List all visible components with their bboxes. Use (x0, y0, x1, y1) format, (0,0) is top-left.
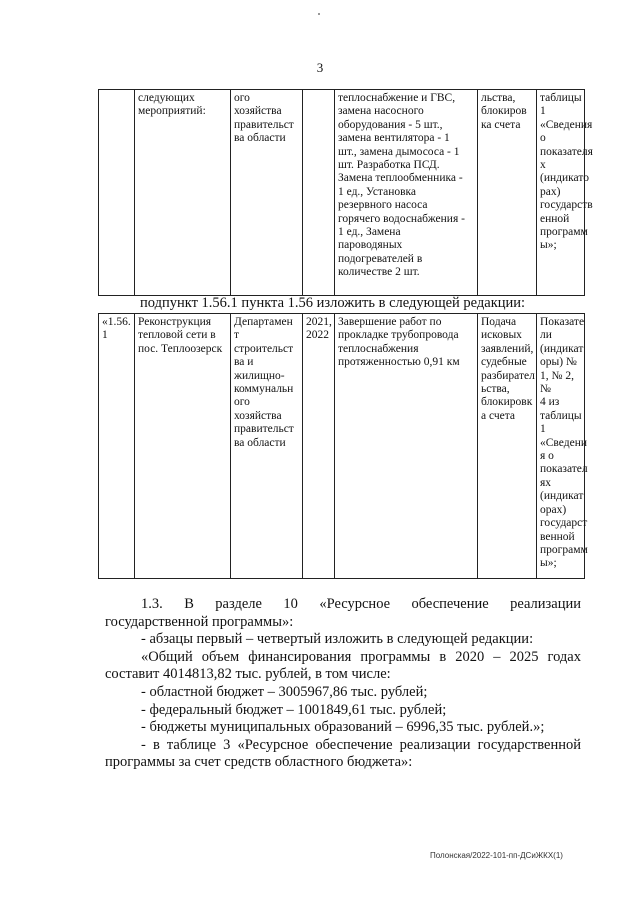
paragraph-section-10: 1.3. В разделе 10 «Ресурсное обеспечение реализации государственной программы»: (105, 596, 581, 630)
document-footer: Полонская/2022-101-пп-ДСиЖКХ(1) (430, 851, 563, 860)
body-text (105, 596, 581, 772)
table-cell-indicators: таблицы 1 «Сведения о показателя х (индикато рах) государств енной программ ы»; (537, 90, 585, 296)
table-cell-name: следующих мероприятий: (135, 90, 231, 296)
table-cell-result: Завершение работ по прокладке трубопровода теплоснабжения протяженностью 0,91 км (335, 314, 478, 579)
table-cell-years: 2021, 2022 (303, 314, 335, 579)
table-cell-years (303, 90, 335, 296)
measures-table-new (98, 313, 588, 579)
table-row (99, 314, 585, 579)
table-cell-indicators: Показате ли (индикат оры) № 1, № 2, № 4 из таблицы 1 «Сведени я о показател ях (индикат орах) государст венной программ ы»; (537, 314, 585, 579)
paragraph-table-3: - в таблице 3 «Ресурсное обеспечение реализации государственной программы за счет средств областного бюджета»: (105, 736, 581, 771)
table-cell-executor: Департамен т строительст ва и жилищно- коммунальн ого хозяйства правительст ва области (231, 314, 303, 579)
subpoint-instruction: подпункт 1.56.1 пункта 1.56 изложить в следующей редакции: (140, 295, 526, 311)
paragraph-municipal-budget: - бюджеты муниципальных образований – 6996,35 тыс. рублей.»; (141, 719, 545, 736)
paragraph-regional-budget: - областной бюджет – 3005967,86 тыс. рублей; (141, 683, 428, 700)
table-cell-risks: льства, блокиров ка счета (478, 90, 537, 296)
paragraph-total-funding: «Общий объем финансирования программы в 2020 – 2025 годах составит 4014813,82 тыс. рублей, в том числе: (105, 648, 581, 683)
paragraph-federal-budget: - федеральный бюджет – 1001849,61 тыс. рублей; (141, 701, 447, 718)
table-cell-number: «1.56. 1 (99, 314, 135, 579)
page-number: 3 (316, 60, 324, 75)
table-cell-result: теплоснабжение и ГВС, замена насосного оборудования - 5 шт., замена вентилятора - 1 шт., замена дымососа - 1 шт. Разработка ПСД. Замена теплообменника - 1 ед., Установка резервного насоса горячего водоснабжения - 1 ед., Замена пароводяных подогревателей в количестве 2 шт. (335, 90, 478, 296)
table-cell-executor: ого хозяйства правительст ва области (231, 90, 303, 296)
measures-table-continued (98, 89, 593, 296)
table-cell-number (99, 90, 135, 296)
table-cell-risks: Подача исковых заявлений, судебные разбирател ьства, блокировк а счета (478, 314, 537, 579)
paragraph-abzats-instruction: - абзацы первый – четвертый изложить в следующей редакции: (141, 631, 534, 648)
scan-dot (318, 13, 320, 15)
table-cell-name: Реконструкция тепловой сети в пос. Теплоозерск (135, 314, 231, 579)
table-row (99, 90, 585, 296)
